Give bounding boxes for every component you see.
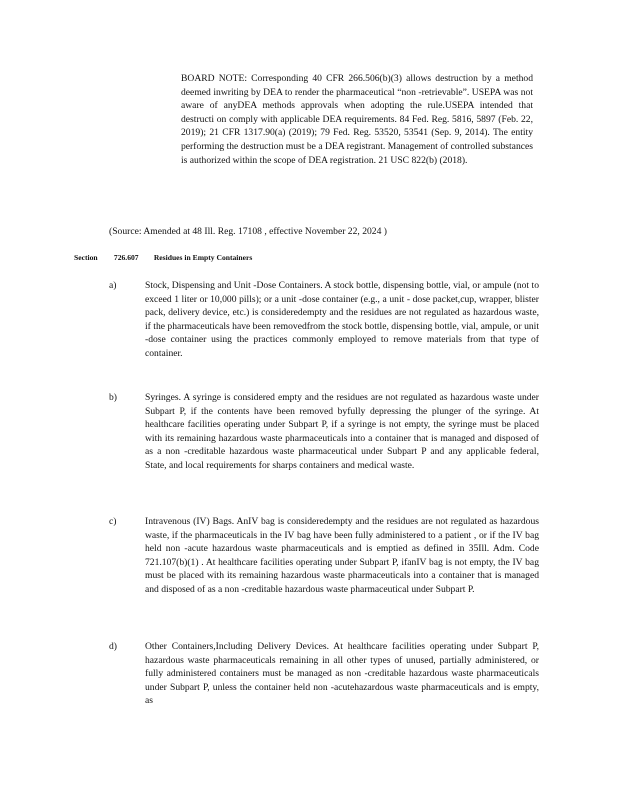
subsection-letter: b) [109,392,117,403]
board-note: BOARD NOTE: Corresponding 40 CFR 266.506(b)(3) allows destruction by a method deemed inwriting by DEA to render the pharmaceutical “non -retrievable”. USEPA was not aware of anyDEA methods approvals when adopting the rule.USEPA intended that destructi on comply with applicable DEA requirements. 84 Fed. Reg. 5816, 5897 (Feb. 22, 2019); 21 CFR 1317.90(a) (2019); 79 Fed. Reg. 53520, 53541 (Sep. 9, 2014). The entity performing the destruction must be a DEA registrant. Management of controlled substances is authorized within the scope of DEA registration. 21 USC 822(b) (2018). [181,73,533,166]
subsection-b [109,391,539,473]
subsection-text: Other Containers,Including Delivery Devices. At healthcare facilities operating under Subpart P, hazardous waste pharmaceuticals remaining in all other types of unused, partially administered, or fully administered containers must be managed as non -creditable hazardous waste pharmaceuticals under Subpart P, unless the container held non -acutehazardous waste pharmaceuticals and is empty, as [145,641,539,707]
section-heading [74,253,252,263]
subsection-c [109,515,539,597]
section-title: Residues in Empty Containers [153,253,253,262]
subsection-a [109,279,539,361]
subsection-letter: c) [109,516,117,527]
subsection-letter: a) [109,280,117,291]
source-citation: (Source: Amended at 48 Ill. Reg. 17108 , effective November 22, 2024 ) [109,226,387,237]
subsection-letter: d) [109,641,117,652]
subsection-d [109,640,539,708]
subsection-text: Intravenous (IV) Bags. AnIV bag is consideredempty and the residues are not regulated as hazardous waste, if the pharmaceuticals in the IV bag have been fully administered to a patient , or if the IV bag held non -acute hazardous waste pharmaceuticals and is emptied as defined in 35Ill. Adm. Code 721.107(b)(1) . At healthcare facilities operating under Subpart P, ifanIV bag is not empty, the IV bag must be placed with its remaining hazardous waste pharmaceuticals into a container that is managed and disposed of as a non -creditable hazardous waste pharmaceutical under Subpart P. [145,516,539,595]
subsection-text: Syringes. A syringe is considered empty and the residues are not regulated as hazardous waste under Subpart P, if the contents have been removed byfully depressing the plunger of the syringe. At healthcare facilities operating under Subpart P, if a syringe is not empty, the syringe must be placed with its remaining hazardous waste pharmaceuticals into a container that is managed and disposed of as a non -creditable hazardous waste pharmaceutical under Subpart P and any applicable federal, State, and local requirements for sharps containers and medical waste. [145,392,539,471]
subsection-text: Stock, Dispensing and Unit -Dose Containers. A stock bottle, dispensing bottle, vial, or ampule (not to exceed 1 liter or 10,000 pills); or a unit -dose container (e.g., a unit - dose packet,cup, wrapper, blister pack, delivery device, etc.) is consideredempty and the residues are not regulated as hazardous waste, if the pharmaceuticals have been removedfrom the stock bottle, dispensing bottle, vial, ampule, or unit -dose container using the practices commonly employed to remove materials from that type of container. [145,280,539,359]
section-label: Section [74,253,98,262]
section-number: 726.607 [113,253,139,262]
